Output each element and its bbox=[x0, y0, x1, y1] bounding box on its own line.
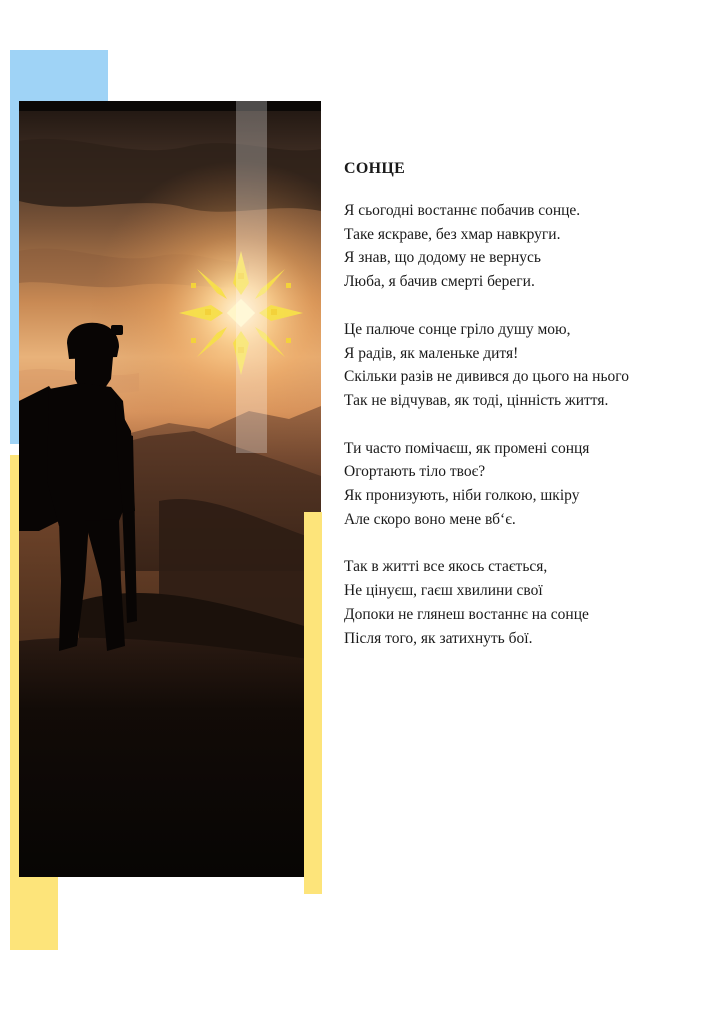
stanza-2 bbox=[344, 318, 704, 413]
poem-line: Так не відчував, як тоді, цінність життя. bbox=[344, 391, 609, 409]
stanza-1 bbox=[344, 199, 704, 294]
poem-line: Допоки не глянеш востаннє на сонце bbox=[344, 605, 589, 623]
poem-line: Скільки разів не дивився до цього на нього bbox=[344, 368, 629, 386]
poem-line: Не цінуєш, гаєш хвилини свої bbox=[344, 582, 543, 600]
poem bbox=[344, 158, 704, 674]
poem-line: Я радів, як маленьке дитя! bbox=[344, 344, 519, 362]
photo-illustration bbox=[19, 101, 321, 877]
poem-line: Люба, я бачив смерті береги. bbox=[344, 273, 535, 291]
poem-line: Я сьогодні востаннє побачив сонце. bbox=[344, 202, 581, 219]
poem-line: Це палюче сонце гріло душу мою, bbox=[344, 320, 571, 338]
poem-line: Ти часто помічаєш, як промені сонця bbox=[344, 439, 590, 457]
poem-line: Огортають тіло твоє? bbox=[344, 463, 486, 481]
yellow-accent-block-right bbox=[304, 512, 322, 894]
stanza-4 bbox=[344, 555, 704, 650]
poem-line: Як пронизують, ніби голкою, шкіру bbox=[344, 487, 580, 505]
poem-line: Таке яскраве, без хмар навкруги. bbox=[344, 225, 561, 243]
poem-line: Але скоро воно мене вб‘є. bbox=[344, 510, 516, 528]
translucent-light-bar bbox=[236, 101, 267, 453]
poem-line: Після того, як затихнуть бої. bbox=[344, 629, 533, 647]
poem-line: Я знав, що додому не вернусь bbox=[344, 249, 542, 267]
soldier-sunset-photo bbox=[19, 101, 321, 877]
stanza-3 bbox=[344, 437, 704, 532]
poem-line: Так в житті все якось стається, bbox=[344, 558, 548, 576]
poem-title: СОНЦЕ bbox=[344, 160, 406, 177]
